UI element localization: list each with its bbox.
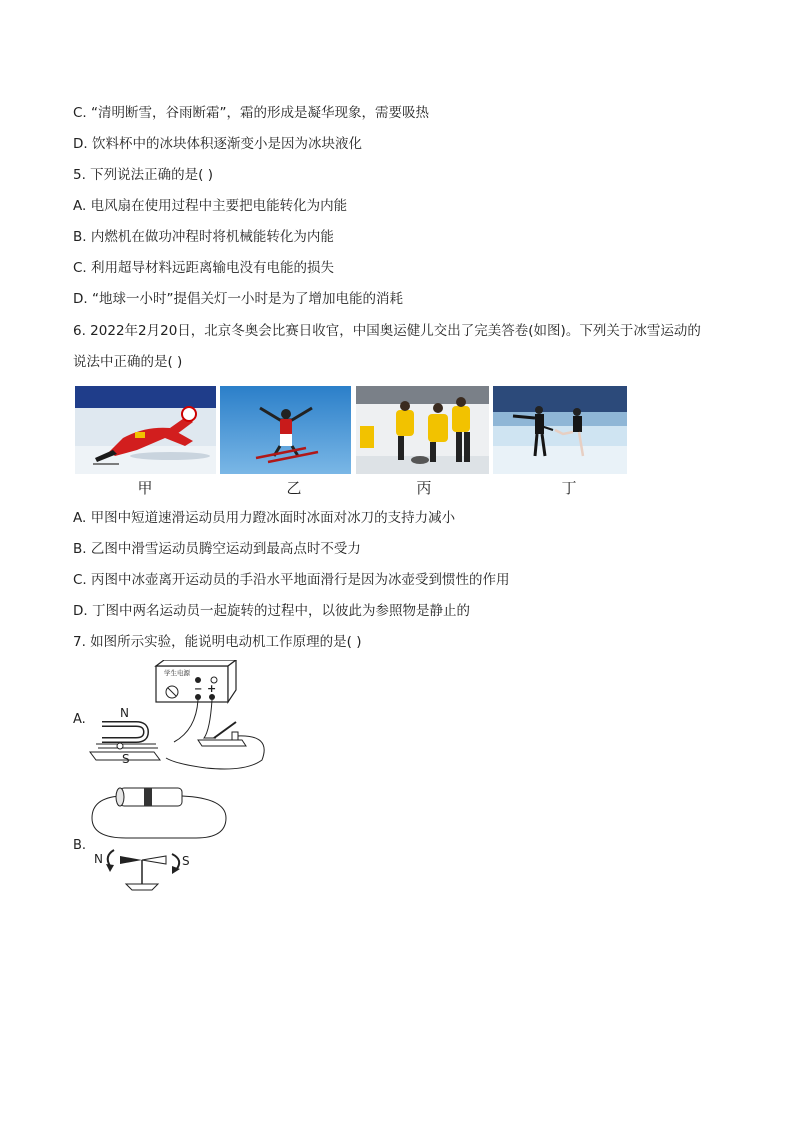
- photo-bing-curling: [356, 386, 489, 474]
- diagram-a-plus-sign: +: [207, 682, 217, 695]
- caption-bing: 丙: [416, 479, 432, 497]
- q5-stem: 5. 下列说法正确的是( ): [73, 167, 213, 183]
- q7-option-a-label: A.: [73, 712, 86, 727]
- photo-jia-speed-skating: [75, 386, 216, 474]
- q4-option-c: C. “清明断雪，谷雨断霜”，霜的形成是凝华现象，需要吸热: [73, 105, 429, 121]
- q6-option-b: B. 乙图中滑雪运动员腾空运动到最高点时不受力: [73, 541, 361, 557]
- diagram-a-south-pole: S: [122, 752, 130, 766]
- q7-option-b-label: B.: [73, 838, 87, 853]
- photo-yi-skiing: [220, 386, 351, 474]
- photo-ding-figure-skating: [493, 386, 627, 474]
- q6-option-d: D. 丁图中两名运动员一起旋转的过程中，以彼此为参照物是静止的: [73, 603, 470, 619]
- diagram-b-oersted-experiment: [86, 780, 236, 902]
- diagram-a-power-label: 学生电源: [164, 669, 190, 677]
- q5-option-c: C. 利用超导材料远距离输电没有电能的损失: [73, 260, 335, 276]
- caption-yi: 乙: [286, 479, 302, 497]
- diagram-b-south-pole: S: [182, 854, 190, 868]
- q6-option-c: C. 丙图中冰壶离开运动员的手沿水平地面滑行是因为冰壶受到惯性的作用: [73, 572, 510, 588]
- q5-option-a: A. 电风扇在使用过程中主要把电能转化为内能: [73, 198, 348, 214]
- q6-option-a: A. 甲图中短道速滑运动员用力蹬冰面时冰面对冰刀的支持力减小: [73, 510, 456, 526]
- diagram-a-north-pole: N: [120, 706, 129, 720]
- q5-option-b: B. 内燃机在做功冲程时将机械能转化为内能: [73, 229, 334, 245]
- q6-stem-line2: 说法中正确的是( ): [73, 354, 183, 370]
- caption-ding: 丁: [561, 479, 577, 497]
- q5-option-d: D. “地球一小时”提倡关灯一小时是为了增加电能的消耗: [73, 291, 403, 307]
- q6-stem-line1: 6. 2022年2月20日，北京冬奥会比赛日收官，中国奥运健儿交出了完美答卷(如图)。下列关于冰雪运动的: [73, 323, 701, 339]
- diagram-b-north-pole: N: [94, 852, 103, 866]
- diagram-a-motor-experiment: [86, 660, 276, 772]
- diagram-a-minus-sign: −: [194, 684, 203, 695]
- caption-jia: 甲: [137, 479, 153, 497]
- q4-option-d: D. 饮料杯中的冰块体积逐渐变小是因为冰块液化: [73, 136, 362, 152]
- q7-stem: 7. 如图所示实验，能说明电动机工作原理的是( ): [73, 634, 362, 650]
